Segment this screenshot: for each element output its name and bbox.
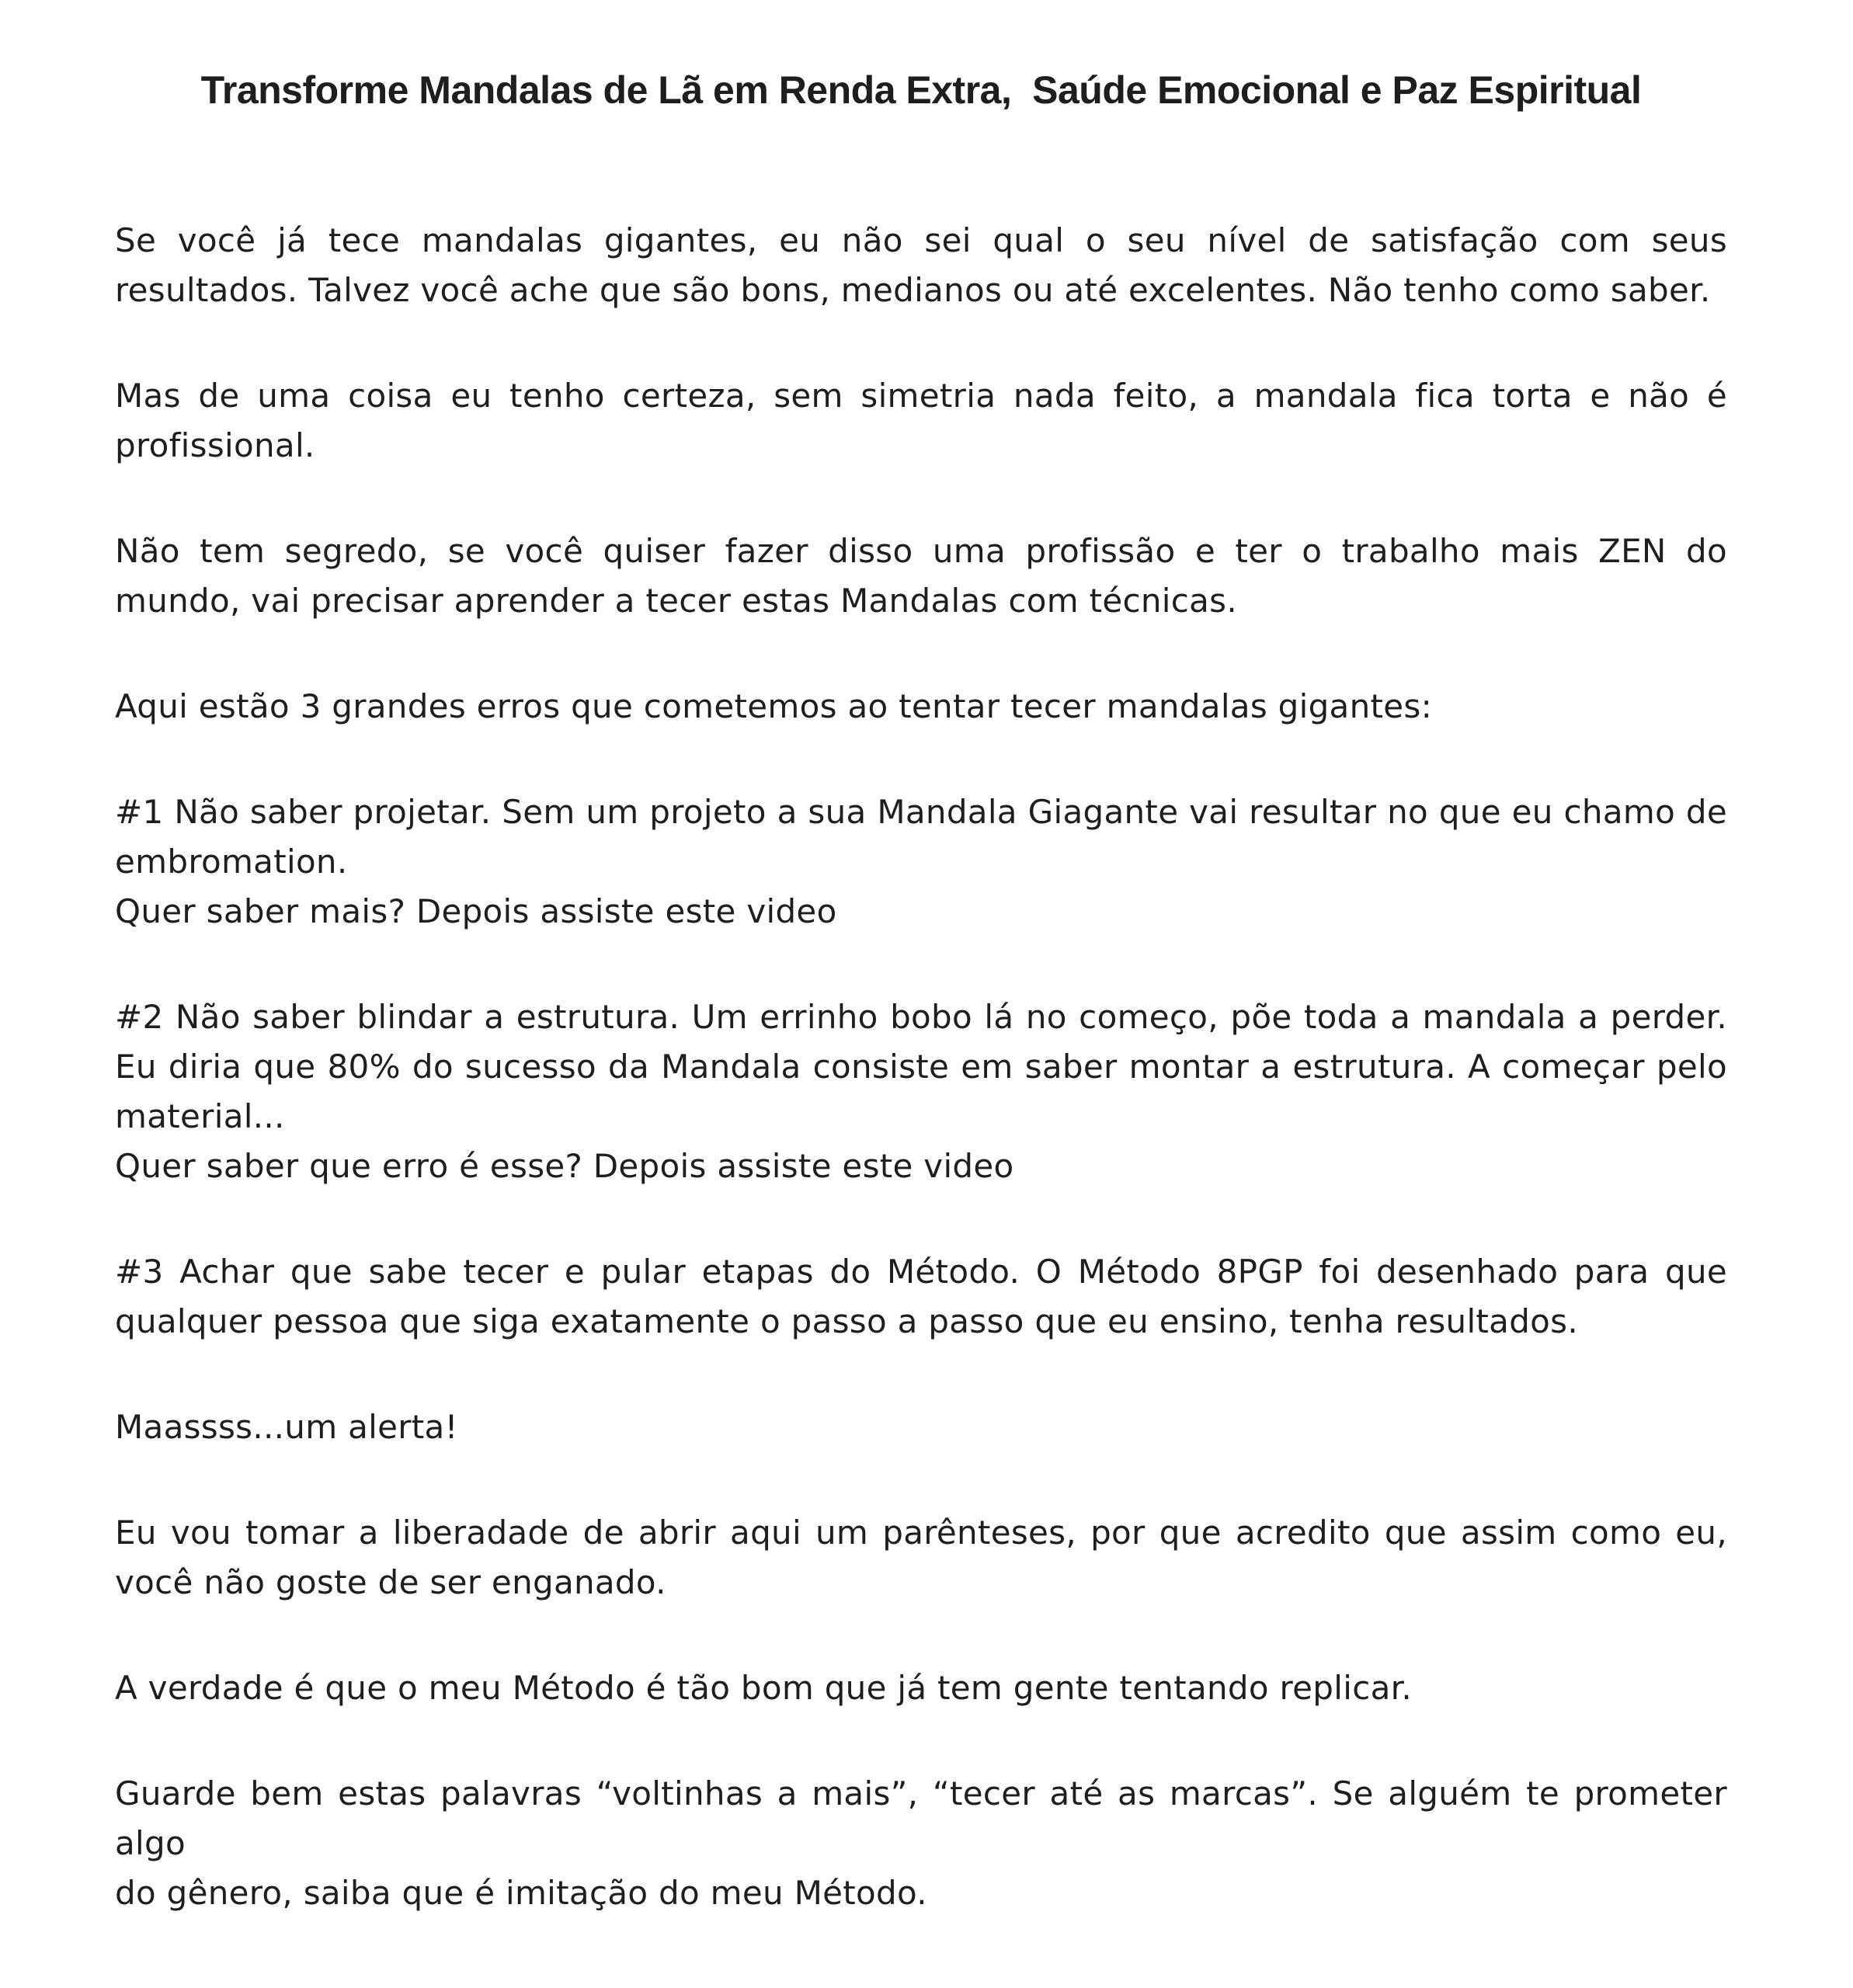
- text-line: Aqui estão 3 grandes erros que cometemos ao tentar tecer mandalas gigantes:: [115, 687, 1433, 725]
- paragraph-errors-intro: [115, 682, 1727, 732]
- text-line: profissional.: [115, 426, 315, 464]
- text-line: Quer saber mais? Depois assiste este video: [115, 892, 837, 930]
- paragraph-error-3: [115, 1247, 1727, 1347]
- text-line: Maassss...um alerta!: [115, 1408, 458, 1446]
- text-line: Se você já tece mandalas gigantes, eu não sei qual o seu nível de satisfação com seus: [115, 221, 1727, 259]
- paragraph-symmetry: [115, 371, 1727, 471]
- paragraph-warning: [115, 1769, 1727, 1918]
- text-line: Mas de uma coisa eu tenho certeza, sem simetria nada feito, a mandala fica torta e não é: [115, 377, 1727, 415]
- paragraph-parentheses: [115, 1508, 1727, 1607]
- text-line: Guarde bem estas palavras “voltinhas a mais”, “tecer até as marcas”. Se alguém te prometer algo: [115, 1774, 1727, 1862]
- document-body: [115, 216, 1727, 1974]
- text-line: A verdade é que o meu Método é tão bom que já tem gente tentando replicar.: [115, 1669, 1413, 1707]
- text-line: #2 Não saber blindar a estrutura. Um errinho bobo lá no começo, põe toda a mandala a perder.: [115, 998, 1727, 1036]
- text-line: você não goste de ser enganado.: [115, 1563, 666, 1601]
- text-line: Eu vou tomar a liberadade de abrir aqui um parênteses, por que acredito que assim como eu,: [115, 1514, 1727, 1552]
- paragraph-error-1: [115, 787, 1727, 937]
- text-line: material...: [115, 1097, 285, 1135]
- paragraph-intro: [115, 216, 1727, 315]
- paragraph-truth: [115, 1663, 1727, 1713]
- text-line: resultados. Talvez você ache que são bons, medianos ou até excelentes. Não tenho como saber.: [115, 271, 1711, 309]
- text-line: Não tem segredo, se você quiser fazer disso uma profissão e ter o trabalho mais ZEN do: [115, 532, 1727, 570]
- text-line: #1 Não saber projetar. Sem um projeto a sua Mandala Giagante vai resultar no que eu chamo de: [115, 793, 1727, 831]
- text-line: Eu diria que 80% do sucesso da Mandala consiste em saber montar a estrutura. A começar pelo: [115, 1048, 1727, 1086]
- text-line: mundo, vai precisar aprender a tecer estas Mandalas com técnicas.: [115, 582, 1238, 620]
- paragraph-alert: [115, 1402, 1727, 1452]
- paragraph-profession: [115, 527, 1727, 626]
- text-line: #3 Achar que sabe tecer e pular etapas do Método. O Método 8PGP foi desenhado para que: [115, 1253, 1727, 1291]
- text-line: qualquer pessoa que siga exatamente o passo a passo que eu ensino, tenha resultados.: [115, 1302, 1579, 1340]
- document-title: Transforme Mandalas de Lã em Renda Extra, Saúde Emocional e Paz Espiritual: [200, 68, 1642, 112]
- text-line: embromation.: [115, 843, 348, 881]
- text-line: do gênero, saiba que é imitação do meu Método.: [115, 1874, 927, 1912]
- text-line: Quer saber que erro é esse? Depois assiste este video: [115, 1147, 1014, 1185]
- paragraph-error-2: [115, 992, 1727, 1191]
